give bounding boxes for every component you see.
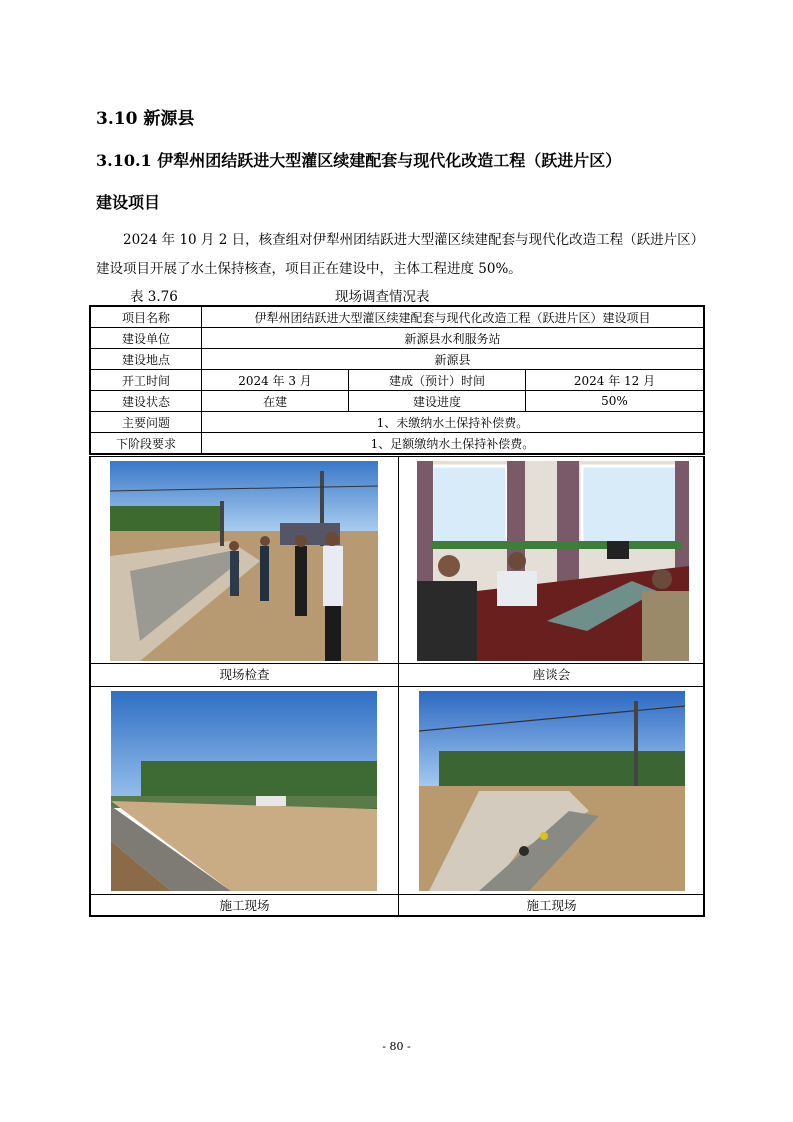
- table-row: [90, 412, 704, 433]
- issues-label: 主要问题: [90, 412, 202, 433]
- start-label: 开工时间: [90, 370, 202, 391]
- table-row: [90, 433, 704, 455]
- progress-label: 建设进度: [349, 391, 526, 412]
- grid-divider: [91, 686, 705, 687]
- progress-value: 50%: [526, 391, 705, 412]
- construction-photo: [419, 691, 685, 891]
- photo-caption: 现场检查: [219, 667, 270, 682]
- status-value: 在建: [202, 391, 349, 412]
- start-value: 2024 年 3 月: [202, 370, 349, 391]
- section-heading: 3.10 新源县: [96, 109, 195, 129]
- finish-value: 2024 年 12 月: [526, 370, 705, 391]
- location-label: 建设地点: [90, 349, 202, 370]
- status-label: 建设状态: [90, 391, 202, 412]
- photo-caption: 施工现场: [526, 898, 577, 913]
- subsection-heading-continued: 建设项目: [96, 193, 161, 212]
- table-title: 现场调查情况表: [335, 289, 430, 305]
- intro-paragraph: 2024 年 10 月 2 日，核查组对伊犁州团结跃进大型灌区续建配套与现代化改造工程（跃进片区）建设项目开展了水土保持核查，项目正在建设中，主体工程进度 50%。: [96, 232, 698, 277]
- photo-grid: [89, 456, 705, 917]
- meeting-photo: [417, 461, 689, 661]
- photo-caption: 施工现场: [219, 898, 270, 913]
- table-row: [90, 306, 704, 328]
- next-value: 1、足额缴纳水土保持补偿费。: [202, 433, 705, 455]
- table-number: 表 3.76: [130, 289, 178, 305]
- location-value: 新源县: [202, 349, 705, 370]
- project-name-value: 伊犁州团结跃进大型灌区续建配套与现代化改造工程（跃进片区）建设项目: [202, 306, 705, 328]
- finish-label: 建成（预计）时间: [349, 370, 526, 391]
- page-number: - 80 -: [382, 1040, 411, 1053]
- photo-caption: 座谈会: [532, 667, 571, 682]
- next-label: 下阶段要求: [90, 433, 202, 455]
- subsection-heading: 3.10.1 伊犁州团结跃进大型灌区续建配套与现代化改造工程（跃进片区）: [96, 151, 622, 170]
- table-row: [90, 391, 704, 412]
- unit-label: 建设单位: [90, 328, 202, 349]
- unit-value: 新源县水利服务站: [202, 328, 705, 349]
- site-inspection-photo: [110, 461, 378, 661]
- table-row: [90, 349, 704, 370]
- project-name-label: 项目名称: [90, 306, 202, 328]
- table-row: [90, 328, 704, 349]
- table-row: [90, 370, 704, 391]
- survey-table: [89, 305, 705, 455]
- issues-value: 1、未缴纳水土保持补偿费。: [202, 412, 705, 433]
- construction-photo: [111, 691, 377, 891]
